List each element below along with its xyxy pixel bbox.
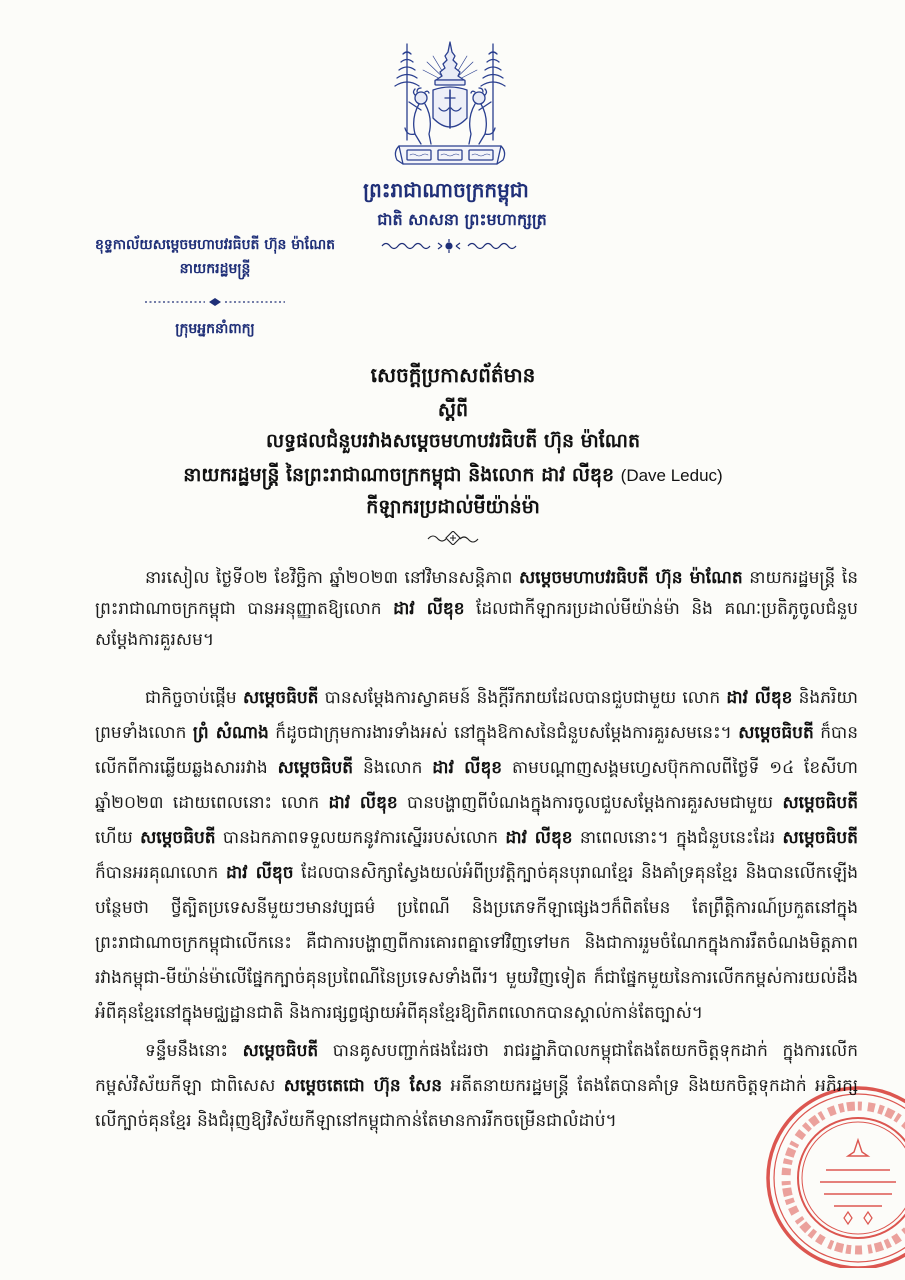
paragraph-text: បានសម្ដែងការស្វាគមន៍ និងក្ដីរីករាយដែលបានជួបជាមួយ លោក [318,688,727,708]
paragraph-text: និងភរិយា ព្រមទាំងលោក [95,688,858,743]
issuing-office-name: ខុទ្ទកាល័យសម្ដេចមហាបវរធិបតី ហ៊ុន ម៉ាណែត [94,237,336,253]
document-type-title: សេចក្ដីប្រកាសព័ត៌មាន [370,363,536,387]
paragraph-text: អតីតនាយករដ្ឋមន្ត្រី តែងតែបានគាំទ្រ និងយកចិត្តទុកដាក់ អភិរក្សលើក្បាច់គុនខ្មែរ និងជំរុញឱ្យវិស័យកីឡានៅកម្ពុជាកាន់តែមានការរីកចម្រើនជាលំដាប់។ [95,1076,858,1131]
paragraph-text: បានឯកភាពទទួលយកនូវការស្នើររបស់លោក [215,828,506,848]
paragraph-text: នារសៀល ថ្ងៃទី០២ ខែវិច្ឆិកា ឆ្នាំ២០២៣ នៅវិមានសន្តិភាព [145,568,519,588]
title-line-2-khmer: នាយករដ្ឋមន្ត្រី នៃព្រះរាជាណាចក្រកម្ពុជា និងលោក ដាវ លីឌុខ [183,464,615,486]
national-motto: ជាតិ សាសនា ព្រះមហាក្សត្រ [377,210,547,229]
title-line-2 [53,461,853,490]
royal-coat-of-arms-icon [385,40,515,175]
emphasized-name: ដាវ លីឌុខ [432,758,503,778]
paragraph-text: ជាកិច្ចចាប់ផ្ដើម [145,688,243,708]
paragraph-text: ក៏បានអរគុណលោក [95,863,226,883]
paragraph-text: តាមបណ្ដាញសង្គមហ្វេសប៊ុកកាលពីថ្ងៃទី ១៤ ខែសីហា ឆ្នាំ២០២៣ ដោយពេលនោះ លោក [95,758,858,813]
paragraph-text: នាពេលនោះ។ ក្នុងជំនួបនេះដែរ [572,828,783,848]
title-line-2-latin: (Dave Leduc) [620,466,723,485]
paragraph-text: ក៏ដូចជាក្រុមការងារទាំងអស់ នៅក្នុងឱកាសនៃជំនួបសម្ដែងការគួរសមនេះ។ [268,723,739,743]
title-ornament-icon [425,530,481,544]
paragraph-text: ទន្ទឹមនឹងនោះ [145,1041,243,1061]
emphasized-name: ព្រំ សំណាង [192,723,269,743]
paragraph-text: ដែលជាកីឡាករប្រដាល់មីយ៉ាន់ម៉ា និង គណៈប្រតិភូចូលជំនួបសម្ដែងការគួរសម។ [95,599,858,650]
emphasized-name: សម្ដេចធិបតី [242,688,319,708]
body-paragraph [95,563,858,656]
emphasized-name: សម្ដេចធិបតី [782,793,858,813]
paragraph-text: និងលោក [353,758,433,778]
paragraph-text: ក៏បានលើកពីការឆ្លើយឆ្លងសាររវាង [95,723,858,778]
official-seal-stamp-icon [740,1078,905,1268]
emphasized-name: ដាវ លីឌុខ [505,828,573,848]
paragraph-text: ហើយ [95,828,141,848]
kingdom-name: ព្រះរាជាណាចក្រកម្ពុជា [363,178,529,202]
emphasized-name: ដាវ លីឌុច [225,863,294,883]
emphasized-name: សម្ដេចតេជោ ហ៊ុន សែន [283,1076,443,1096]
paragraph-text: ដែលបានសិក្សាស្វែងយល់អំពីប្រវត្តិក្បាច់គុនបុរាណខ្មែរ និងគាំទ្រគុនខ្មែរ និងបានលើកឡើងបន្ថែមថា ថ្វីត្បិតប្រទេសនីមួយៗមានវប្បធម៌ ប្រពៃណី និងប្រភេទកីឡាផ្សេងៗក៏ពិតមែន តែព្រឹត្តិការណ៍ប្រកួតនៅក្នុងព្រះរាជាណាចក្រកម្ពុជាលើកនេះ គឺជាការបង្ហាញពីការគោរពគ្នាទៅវិញទៅមក និងជាការរួមចំណែកក្នុងការរឹតចំណងមិត្តភាពរវាងកម្ពុជា-មីយ៉ាន់ម៉ាលើផ្នែកក្បាច់គុនប្រពៃណីនៃប្រទេសទាំងពីរ។ មួយវិញទៀត ក៏ជាផ្នែកមួយនៃការលើកកម្ពស់ការយល់ដឹងអំពីគុនខ្មែរនៅក្នុងមជ្ឈដ្ឋានជាតិ និងការផ្សព្វផ្សាយអំពីគុនខ្មែរឱ្យពិភពលោកបានស្គាល់កាន់តែច្បាស់។ [95,863,858,1023]
emphasized-name: ដាវ លីឌុខ [328,793,398,813]
body-paragraph [95,681,858,1031]
paragraph-text: នាយករដ្ឋមន្ត្រី នៃព្រះរាជាណាចក្រកម្ពុជា បានអនុញ្ញាតឱ្យលោក [95,568,858,619]
paragraph-text: បានបង្ហាញពីបំណងក្នុងការចូលជួបសម្ដែងការគួរសមជាមួយ [397,793,783,813]
emphasized-name: សម្ដេចធិបតី [782,828,858,848]
office-title: នាយករដ្ឋមន្ត្រី [179,261,251,277]
title-line-3: កីឡាករប្រដាល់មីយ៉ាន់ម៉ា [366,496,540,518]
emphasized-name: សម្ដេចធិបតី [738,723,814,743]
emphasized-name: សម្ដេចធិបតី [242,1041,319,1061]
spokesperson-unit: ក្រុមអ្នកនាំពាក្យ [175,321,255,337]
emphasized-name: សម្ដេចមហាបវរធិបតី ហ៊ុន ម៉ាណែត [519,568,743,588]
paragraph-text: បានគូសបញ្ជាក់ផងដែរថា រាជរដ្ឋាភិបាលកម្ពុជាតែងតែយកចិត្តទុកដាក់ ក្នុងការលើកកម្ពស់វិស័យកីឡា ជាពិសេស [95,1041,858,1096]
emphasized-name: សម្ដេចធិបតី [140,828,216,848]
emphasized-name: ដាវ លីឌុខ [726,688,793,708]
emphasized-name: សម្ដេចធិបតី [277,758,354,778]
title-about: ស្ដីពី [437,399,469,421]
emphasized-name: ដាវ លីឌុខ [393,599,465,619]
title-line-1: លទ្ធផលជំនួបរវាងសម្ដេចមហាបវរធិបតី ហ៊ុន ម៉ាណែត [265,430,641,452]
dotted-divider-icon [143,292,287,302]
